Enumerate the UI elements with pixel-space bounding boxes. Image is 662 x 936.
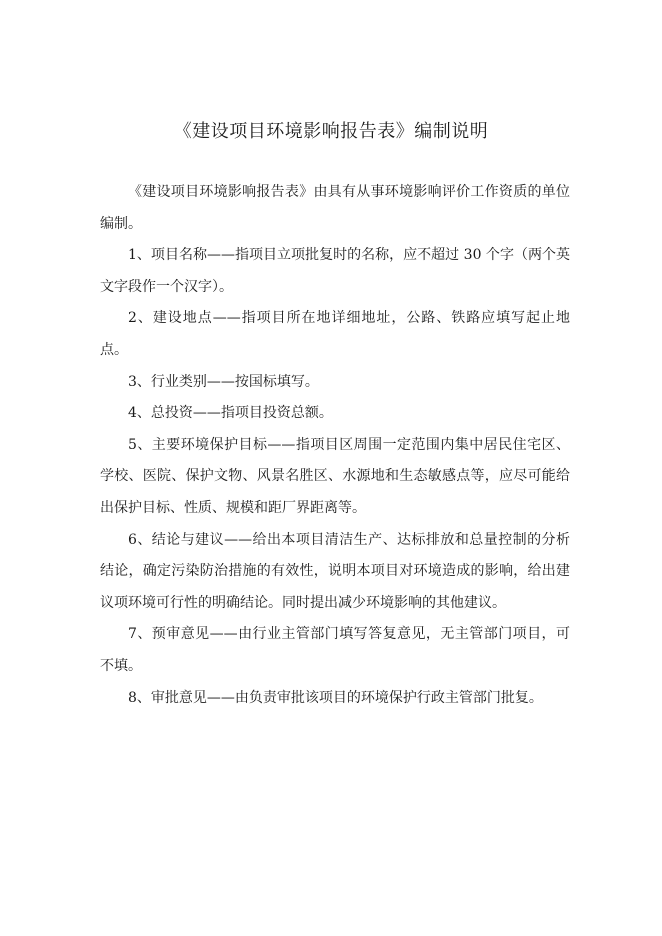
paragraph-pre-review: 7、预审意见——由行业主管部门填写答复意见，无主管部门项目，可不填。 <box>100 626 570 674</box>
paragraph-conclusions: 6、结论与建议——给出本项目清洁生产、达标排放和总量控制的分析结论，确定污染防治措施的有效性，说明本项目对环境造成的影响，给出建议项环境可行性的明确结论。同时提出减少环境影响的其他建议。 <box>100 531 570 611</box>
document-body <box>100 177 570 714</box>
paragraph-construction-site: 2、建设地点——指项目所在地详细地址，公路、铁路应填写起止地点。 <box>100 310 570 358</box>
paragraph-protection-targets: 5、主要环境保护目标——指项目区周围一定范围内集中居民住宅区、学校、医院、保护文物、风景名胜区、水源地和生态敏感点等，应尽可能给出保护目标、性质、规模和距厂界距离等。 <box>100 436 570 516</box>
paragraph-project-name: 1、项目名称——指项目立项批复时的名称，应不超过 30 个字（两个英文字段作一个汉字）。 <box>100 247 570 295</box>
paragraph-industry-category: 3、行业类别——按国标填写。 <box>128 373 319 390</box>
document-title: 《建设项目环境影响报告表》编制说明 <box>173 121 489 142</box>
paragraph-total-investment: 4、总投资——指项目投资总额。 <box>128 405 333 422</box>
paragraph-approval: 8、审批意见——由负责审批该项目的环境保护行政主管部门批复。 <box>128 689 543 706</box>
paragraph-intro: 《建设项目环境影响报告表》由具有从事环境影响评价工作资质的单位编制。 <box>100 184 570 232</box>
